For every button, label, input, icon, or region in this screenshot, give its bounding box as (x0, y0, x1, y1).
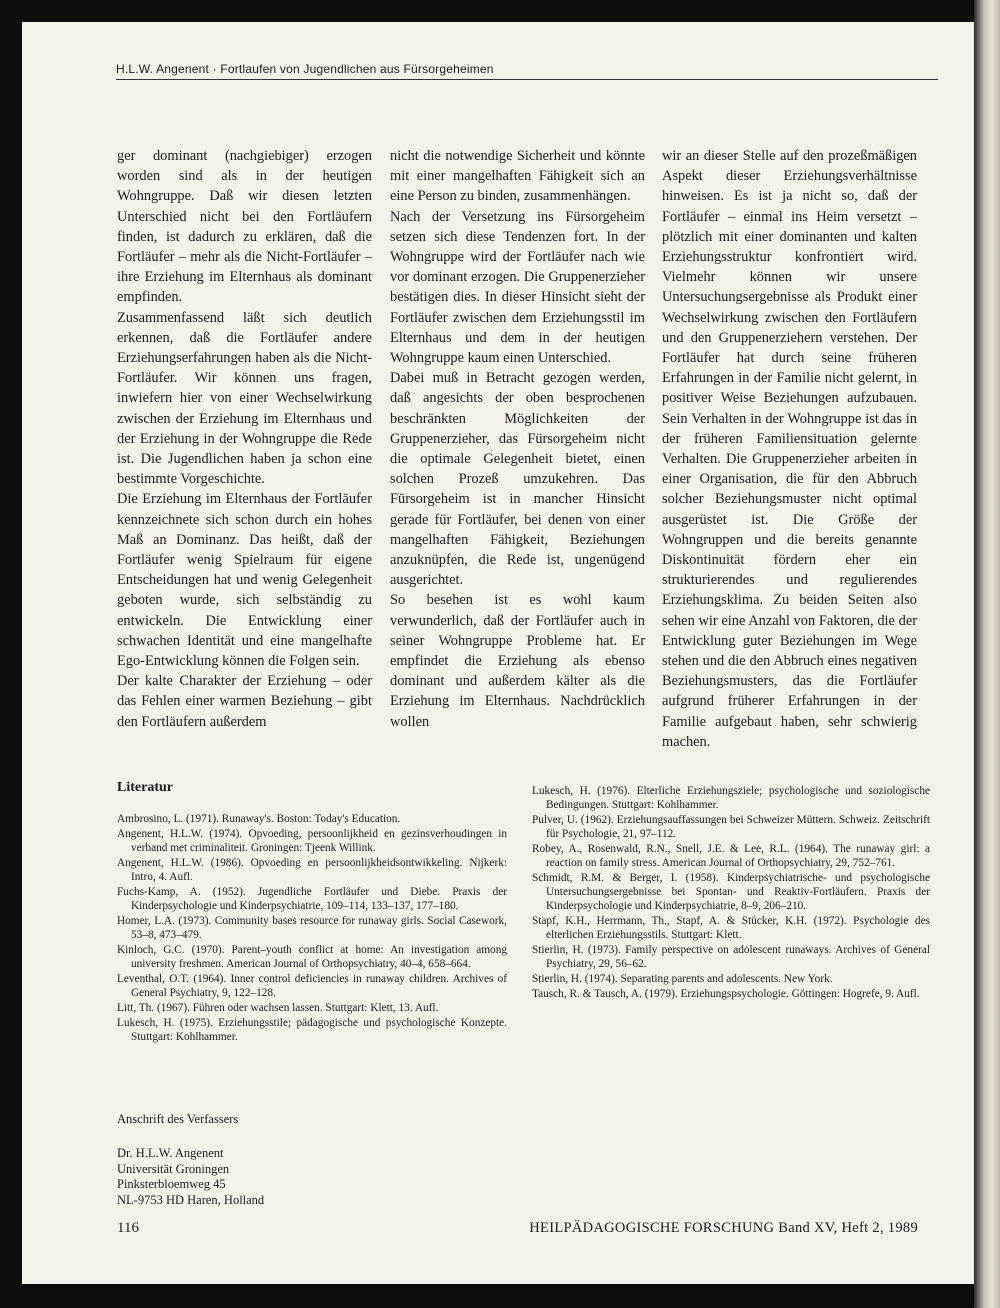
reference-item: Stierlin, H. (1974). Separating parents and adolescents. New York. (532, 973, 833, 985)
text-column-3 (662, 146, 917, 752)
paragraph: Nach der Versetzung ins Fürsorgeheim setzen sich diese Tendenzen fort. In der Wohngruppe wird der Fortläufer nach wie vor dominant erzogen. Die Gruppenerzieher bestätigen dies. In dieser Hinsicht sieht der Fortläufer zwischen dem Erziehungsstil im Elternhaus und dem in der heutigen Wohngruppe kaum einen Unterschied. (390, 208, 645, 367)
reference-item: Robey, A., Rosenwald, R.N., Snell, J.E. & Lee, R.L. (1964). The runaway girl: a reaction on family stress. American Journal of Orthopsychiatry, 29, 752–761. (532, 843, 930, 869)
paragraph: ger dominant (nachgiebiger) erzogen worden sind als in der heutigen Wohngruppe. Daß wir diesen letzten Unterschied nicht bei den Fortläufern finden, ist dadurch zu erklären, daß die Fortläufer – mehr als die Nicht-Fortläufer – ihre Erziehung im Elternhaus als dominant empfinden. (117, 148, 372, 306)
journal-page (22, 22, 974, 1284)
paragraph: Zusammenfassend läßt sich deutlich erkennen, daß die Fortläufer andere Erziehungserfahrungen haben als die Nicht-Fortläufer. Wir können uns fragen, inwiefern hier von einer Wechselwirkung zwischen der Erziehung im Elternhaus und der Erziehung in der Wohngruppe die Rede ist. Die Jugendlichen haben ja schon eine bestimmte Vorgeschichte. (117, 309, 372, 488)
page-edge (974, 0, 1000, 1308)
reference-item: Angenent, H.L.W. (1986). Opvoeding en persoonlijkheidsontwikkeling. Nijkerk: Intro, 4. Aufl. (117, 857, 507, 883)
reference-item: Lukesch, H. (1975). Erziehungsstile; pädagogische und psychologische Konzepte. Stuttgart: Kohlhammer. (117, 1017, 507, 1043)
page-number: 116 (117, 1220, 139, 1236)
paragraph: Die Erziehung im Elternhaus der Fortläufer kennzeichnete sich schon durch ein hohes Maß an Dominanz. Das heißt, daß der Fortläufer wenig Spielraum für eigene Entscheidungen hat und wenig Gelegenheit geboten wurde, sich selbständig zu entwickeln. Die Entwicklung einer schwachen Identität und eine mangelhafte Ego-Entwicklung können die Folgen sein. (117, 491, 372, 670)
reference-item: Leventhal, O.T. (1964). Inner control deficiencies in runaway children. Archives of General Psychiatry, 9, 122–128. (117, 973, 507, 999)
author-address-label: Anschrift des Verfassers (117, 1112, 239, 1126)
reference-item: Lukesch, H. (1976). Elterliche Erziehungsziele; psychologische und soziologische Bedingungen. Stuttgart: Kohlhammer. (532, 785, 930, 811)
reference-list-right (532, 784, 930, 1002)
reference-item: Schmidt, R.M. & Berger, I. (1958). Kinderpsychiatrische- und psychologische Untersuchungsergebnisse bei Spontan- und Reaktiv-Fortläufern. Praxis der Kinderpsychologie und Kinderpsychiatrie, 8–9, 206–210. (532, 872, 930, 912)
literature-heading: Literatur (117, 780, 173, 795)
reference-item: Angenent, H.L.W. (1974). Opvoeding, persoonlijkheid en gezinsverhoudingen in verband met criminaliteit. Groningen: Tjeenk Willink. (117, 828, 507, 854)
reference-item: Kinloch, G.C. (1970). Parent–youth conflict at home: An investigation among university freshmen. American Journal of Orthopsychiatry, 40–4, 658–664. (117, 944, 507, 970)
address-line: NL-9753 HD Haren, Holland (117, 1192, 265, 1207)
reference-item: Litt, Th. (1967). Führen oder wachsen lassen. Stuttgart: Klett, 13. Aufl. (117, 1002, 439, 1014)
text-column-2 (390, 146, 645, 732)
address-line: Pinksterbloemweg 45 (117, 1177, 226, 1191)
paragraph: nicht die notwendige Sicherheit und könnte mit einer mangelhaften Fähigkeit sich an eine Person zu binden, zusammenhängen. (390, 148, 645, 205)
reference-item: Stapf, K.H., Herrmann, Th., Stapf, A. & Stücker, K.H. (1972). Psychologie des elterlichen Erziehungsstils. Stuttgart: Klett. (532, 915, 930, 941)
reference-item: Tausch, R. & Tausch, A. (1979). Erziehungspsychologie. Göttingen: Hogrefe, 9. Aufl. (532, 988, 920, 1000)
reference-item: Homer, L.A. (1973). Community bases resource for runaway girls. Social Casework, 53–8, 473–479. (117, 915, 507, 941)
reference-item: Fuchs-Kamp, A. (1952). Jugendliche Fortläufer und Diebe. Praxis der Kinderpsychologie und Kinderpsychiatrie, 109–114, 133–137, 177–180. (117, 886, 507, 912)
header-rule (116, 79, 938, 80)
author-address (117, 1146, 264, 1208)
address-line: Universität Groningen (117, 1161, 230, 1176)
reference-item: Ambrosino, L. (1971). Runaway's. Boston: Today's Education. (117, 813, 401, 825)
reference-item: Stierlin, H. (1973). Family perspective on adolescent runaways. Archives of General Psychiatry, 29, 56–62. (532, 944, 930, 970)
paragraph: Dabei muß in Betracht gezogen werden, daß angesichts der oben besprochenen beschränkten Möglichkeiten der Gruppenerzieher, das Fürsorgeheim nicht die optimale Gelegenheit bietet, einen solchen Prozeß umzukehren. Das Fürsorgeheim ist in mancher Hinsicht gerade für Fortläufer, bei denen von einer mangelhaften Fähigkeit, Beziehungen anzuknüpfen, die Rede ist, ungenügend ausgerichtet. (390, 370, 645, 589)
text-column-1 (117, 146, 372, 732)
paragraph: So besehen ist es wohl kaum verwunderlich, daß der Fortläufer auch in seiner Wohngruppe Probleme hat. Er empfindet die Erziehung als ebenso dominant und außerdem kälter als die Erziehung im Elternhaus. Nachdrücklich wollen (390, 592, 645, 730)
reference-list-left (117, 812, 507, 1045)
paragraph: Der kalte Charakter der Erziehung – oder das Fehlen einer warmen Beziehung – gibt den Fortläufern außerdem (117, 673, 372, 730)
journal-footer: HEILPÄDAGOGISCHE FORSCHUNG Band XV, Heft 2, 1989 (529, 1220, 918, 1236)
paragraph: wir an dieser Stelle auf den prozeßmäßigen Aspekt dieser Erziehungsverhältnisse hinweisen. Es ist ja nicht so, daß der Fortläufer – einmal ins Heim versetzt – plötzlich mit einer dominanten und kalten Erziehungsstruktur konfrontiert wird. Vielmehr können wir unsere Untersuchungsergebnisse als Produkt einer Wechselwirkung zwischen den Fortläufern und den Gruppenerziehern verstehen. Der Fortläufer hat durch seine früheren Erfahrungen in der Familie nicht gelernt, in positiver Weise Beziehungen aufzubauen. Sein Verhalten in der Wohngruppe ist das in der früheren Familiensituation gelernte Verhalten. Die Gruppenerzieher arbeiten in einer Organisation, die für den Abbruch solcher Beziehungsmuster nicht optimal ausgerüstet ist. Die Größe der Wohngruppen und die bereits genannte Diskontinuität fördern eher ein strukturierendes und regulierendes Erziehungsklima. Zu beiden Seiten also sehen wir eine Anzahl von Faktoren, die der Entwicklung guter Beziehungen im Wege stehen und die den Abbruch eines negativen Beziehungsmusters, das die Fortläufer aufgrund früherer Erfahrungen in der Familie aufgebaut haben, sehr schwierig machen. (662, 148, 917, 750)
address-line: Dr. H.L.W. Angenent (117, 1146, 224, 1160)
running-head: H.L.W. Angenent · Fortlaufen von Jugendlichen aus Fürsorgeheimen (116, 62, 494, 76)
reference-item: Pulver, U. (1962). Erziehungsauffassungen bei Schweizer Müttern. Schweiz. Zeitschrift für Psychologie, 21, 97–112. (532, 814, 930, 840)
